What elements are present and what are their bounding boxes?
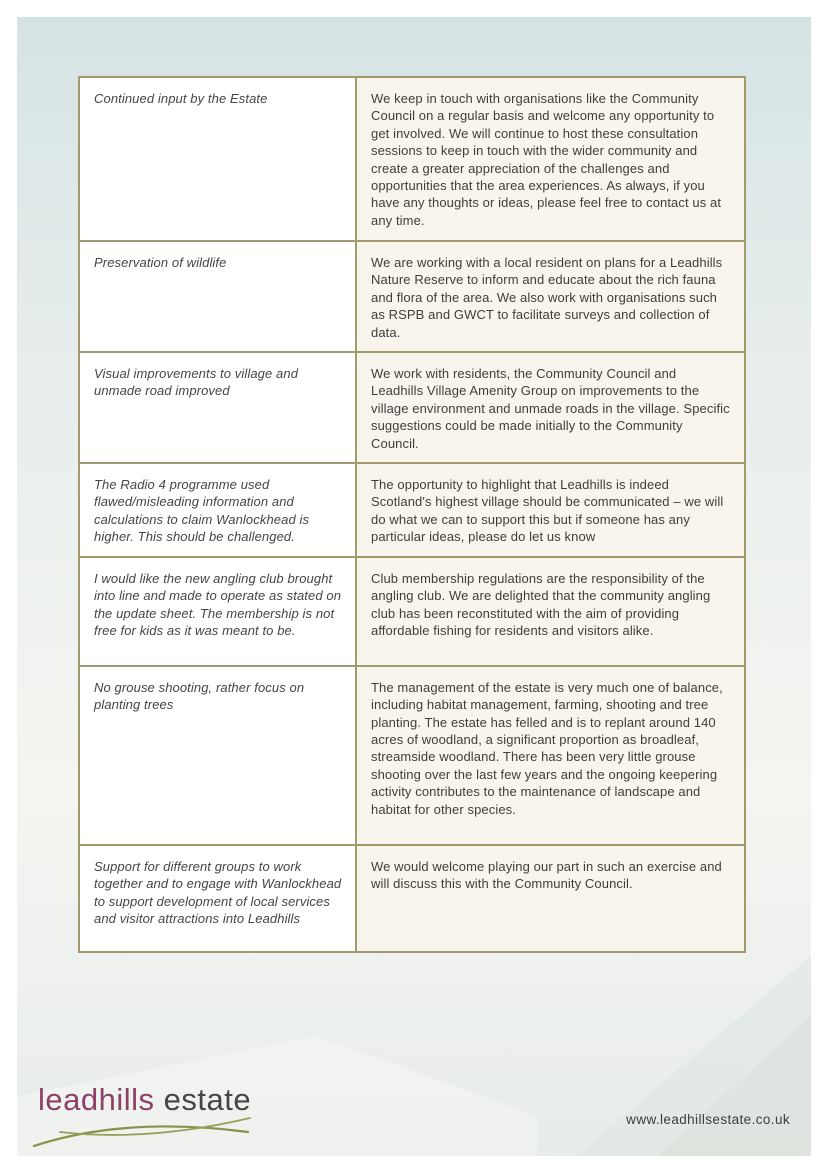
logo-text-leadhills: leadhills: [38, 1082, 155, 1117]
question-cell: No grouse shooting, rather focus on planting trees: [79, 666, 356, 845]
logo-text-estate: estate: [163, 1082, 252, 1117]
answer-cell: The opportunity to highlight that Leadhills is indeed Scotland's highest village should be communicated – we will do what we can to support this but if someone has any particular ideas, please do let us know: [356, 463, 745, 557]
question-cell: Visual improvements to village and unmade road improved: [79, 352, 356, 463]
answer-cell: We keep in touch with organisations like the Community Council on a regular basis and welcome any opportunity to get involved. We will continue to host these consultation sessions to keep in touch with the wider community and create a greater appreciation of the challenges and opportunities that the area experiences. As always, if you have any thoughts or ideas, please feel free to contact us at any time.: [356, 77, 745, 241]
table-row: [79, 666, 745, 845]
question-cell: The Radio 4 programme used flawed/misleading information and calculations to claim Wanlockhead is higher. This should be challenged.: [79, 463, 356, 557]
table-row: [79, 77, 745, 241]
question-cell: I would like the new angling club brought into line and made to operate as stated on the update sheet. The membership is not free for kids as it was meant to be.: [79, 557, 356, 666]
logo-swoosh-icon: [30, 1110, 252, 1150]
question-cell: Preservation of wildlife: [79, 241, 356, 352]
table-row: [79, 241, 745, 352]
table-row: [79, 352, 745, 463]
table-row: [79, 463, 745, 557]
question-cell: Support for different groups to work together and to engage with Wanlockhead to support development of local services and visitor attractions into Leadhills: [79, 845, 356, 952]
website-url: www.leadhillsestate.co.uk: [626, 1112, 790, 1127]
answer-cell: The management of the estate is very much one of balance, including habitat management, farming, shooting and tree planting. The estate has felled and is to replant around 140 acres of woodland, a significant proportion as broadleaf, streamside woodland. There has been very little grouse shooting over the last few years and the ongoing keepering activity contributes to the maintenance of landscape and habitat for other species.: [356, 666, 745, 845]
question-cell: Continued input by the Estate: [79, 77, 356, 241]
answer-cell: We are working with a local resident on plans for a Leadhills Nature Reserve to inform and educate about the rich fauna and flora of the area. We also work with organisations such as RSPB and GWCT to facilitate surveys and collection of data.: [356, 241, 745, 352]
table-row: [79, 845, 745, 952]
answer-cell: Club membership regulations are the responsibility of the angling club. We are delighted that the community angling club has been reconstituted with the aim of providing affordable fishing for residents and visitors alike.: [356, 557, 745, 666]
answer-cell: We would welcome playing our part in such an exercise and will discuss this with the Community Council.: [356, 845, 745, 952]
table-row: [79, 557, 745, 666]
answer-cell: We work with residents, the Community Council and Leadhills Village Amenity Group on improvements to the village environment and unmade roads in the village. Specific suggestions could be made initially to the Community Council.: [356, 352, 745, 463]
feedback-table: [78, 76, 746, 953]
